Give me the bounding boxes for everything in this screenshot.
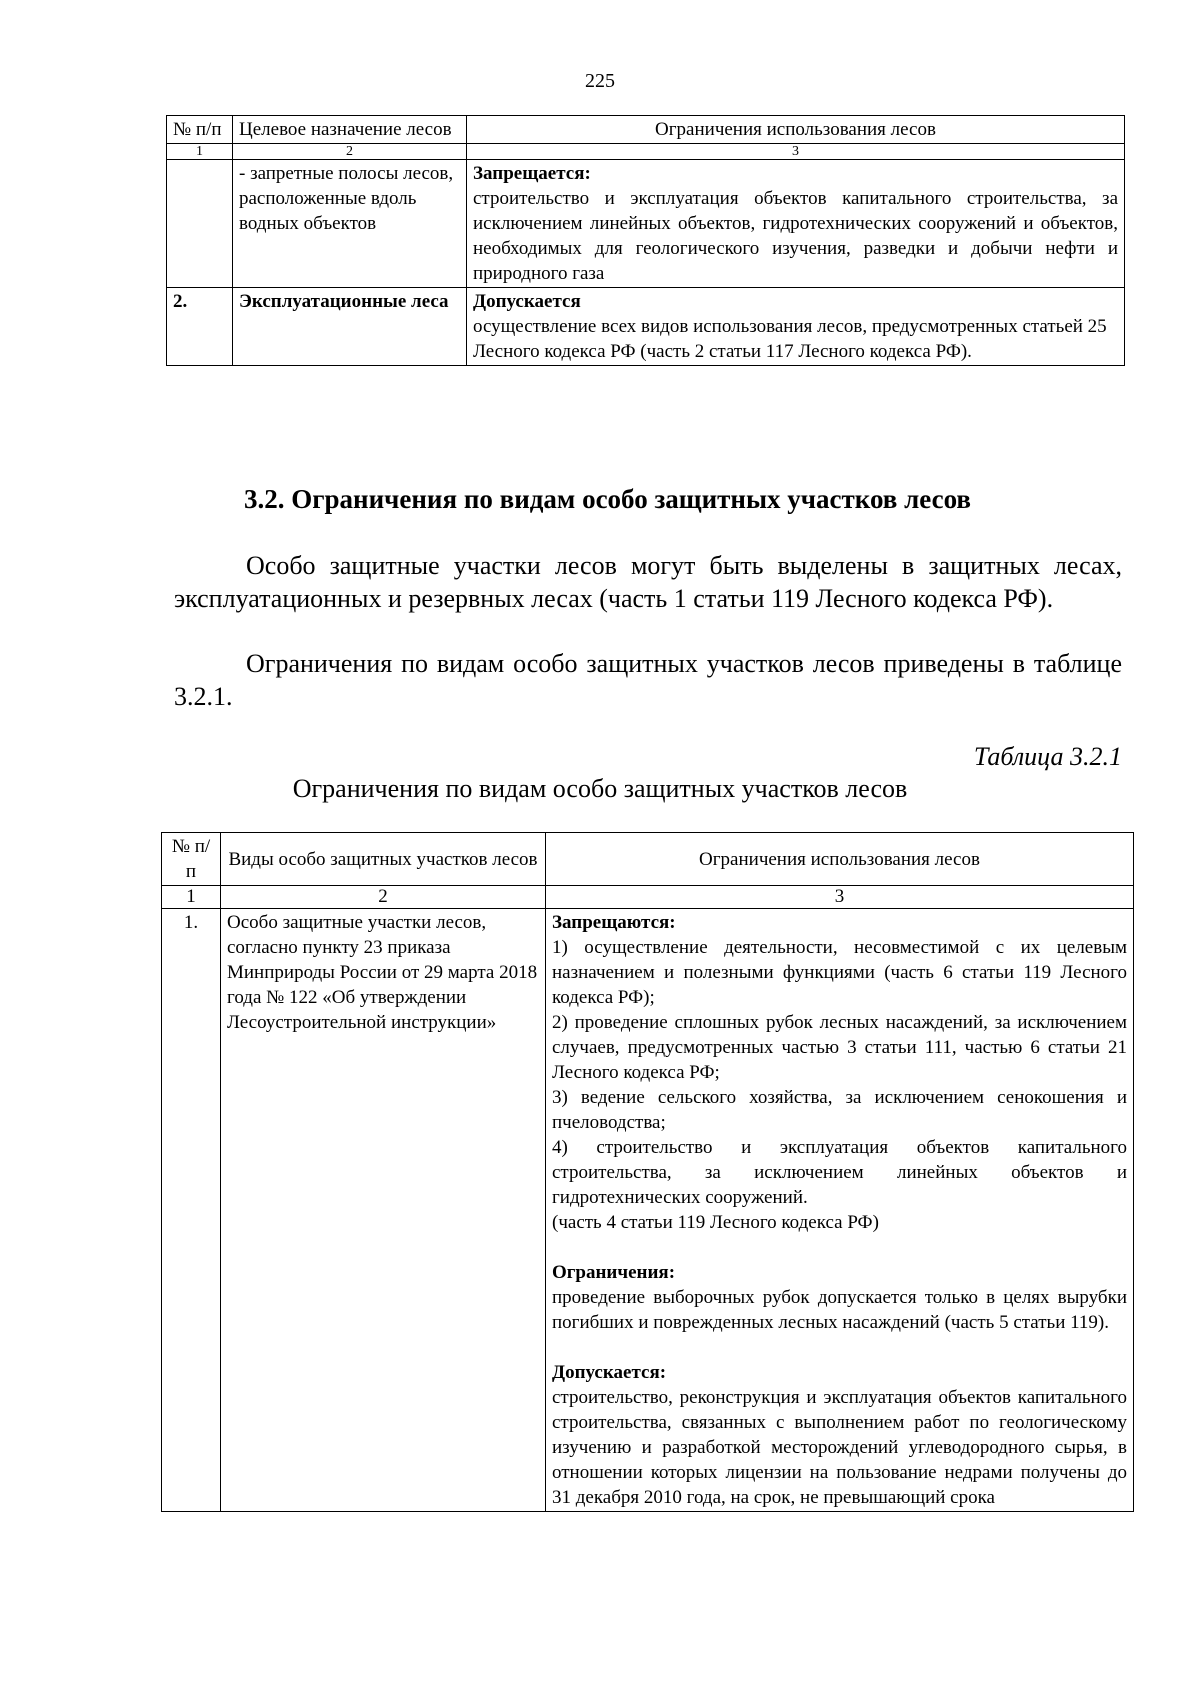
- paragraph: Особо защитные участки лесов могут быть выделены в защитных лесах, эксплуатационных и резервных лесах (часть 1 статьи 119 Лесного кодекса РФ).: [174, 551, 1122, 613]
- column-number-row: [167, 144, 1125, 160]
- allowed-title: Допускается:: [552, 1362, 667, 1383]
- table-header-row: [162, 833, 1134, 886]
- table-header-row: [167, 116, 1125, 144]
- row-num: 1.: [162, 909, 221, 1512]
- protected-areas-table: [161, 832, 1134, 1512]
- table-row: [167, 160, 1125, 288]
- header-restrictions: Ограничения использования лесов: [546, 833, 1134, 886]
- prohibited-title: Запрещаются:: [552, 912, 676, 933]
- allowed-text: строительство, реконструкция и эксплуатация объектов капитального строительства, связанных с выполнением работ по геологическому изучению и разработкой месторождений углеводородного сырья, в отношении которых лицензии на пользование недрами получены до 31 декабря 2010 года, на срок, не превышающий срока: [552, 1387, 1127, 1508]
- row-num: 2.: [167, 288, 233, 366]
- list-item: 4) строительство и эксплуатация объектов капитального строительства, за исключением линейных объектов и гидротехнических сооружений.: [552, 1137, 1127, 1208]
- row-purpose: Эксплуатационные леса: [233, 288, 467, 366]
- header-num: № п/п: [162, 833, 221, 886]
- header-purpose: Целевое назначение лесов: [233, 116, 467, 144]
- table-row: [162, 909, 1134, 1512]
- restriction-title: Допускается: [473, 291, 581, 312]
- table-caption: Ограничения по видам особо защитных участков лесов: [292, 774, 908, 803]
- page-number: 225: [585, 70, 615, 92]
- section-heading: 3.2. Ограничения по видам особо защитных участков лесов: [244, 484, 971, 514]
- limits-title: Ограничения:: [552, 1262, 676, 1283]
- limits-text: проведение выборочных рубок допускается только в целях вырубки погибших и поврежденных лесных насаждений (часть 5 статьи 119).: [552, 1287, 1127, 1333]
- row-restrictions: [467, 288, 1125, 366]
- list-item: (часть 4 статьи 119 Лесного кодекса РФ): [552, 1212, 879, 1233]
- column-number: 1: [167, 144, 233, 160]
- forest-purpose-table: [166, 115, 1125, 366]
- table-row: [167, 288, 1125, 366]
- list-item: 3) ведение сельского хозяйства, за исключением сенокошения и пчеловодства;: [552, 1087, 1127, 1133]
- column-number: 1: [162, 886, 221, 909]
- restriction-text: строительство и эксплуатация объектов капитального строительства, за исключением линейных объектов, гидротехнических сооружений и объектов, необходимых для геологического изучения, разведки и добычи нефти и природного газа: [473, 188, 1118, 284]
- column-number: 3: [546, 886, 1134, 909]
- header-restrictions: Ограничения использования лесов: [467, 116, 1125, 144]
- header-types: Виды особо защитных участков лесов: [221, 833, 546, 886]
- restriction-text: осуществление всех видов использования лесов, предусмотренных статьей 25 Лесного кодекса РФ (часть 2 статьи 117 Лесного кодекса РФ).: [473, 316, 1107, 362]
- header-num: № п/п: [167, 116, 233, 144]
- column-number: 3: [467, 144, 1125, 160]
- column-number: 2: [221, 886, 546, 909]
- row-num: [167, 160, 233, 288]
- list-item: 1) осуществление деятельности, несовместимой с их целевым назначением и полезными функциями (часть 6 статьи 119 Лесного кодекса РФ);: [552, 937, 1127, 1008]
- row-type: Особо защитные участки лесов, согласно пункту 23 приказа Минприроды России от 29 марта 2018 года № 122 «Об утверждении Лесоустроительной инструкции»: [221, 909, 546, 1512]
- restriction-title: Запрещается:: [473, 163, 591, 184]
- paragraph: Ограничения по видам особо защитных участков лесов приведены в таблице 3.2.1.: [174, 649, 1122, 711]
- row-purpose: - запретные полосы лесов, расположенные вдоль водных объектов: [233, 160, 467, 288]
- column-number-row: [162, 886, 1134, 909]
- row-restrictions: [546, 909, 1134, 1512]
- column-number: 2: [233, 144, 467, 160]
- list-item: 2) проведение сплошных рубок лесных насаждений, за исключением случаев, предусмотренных частью 3 статьи 111, частью 6 статьи 21 Лесного кодекса РФ;: [552, 1012, 1127, 1083]
- row-restrictions: [467, 160, 1125, 288]
- table-label: Таблица 3.2.1: [973, 742, 1122, 771]
